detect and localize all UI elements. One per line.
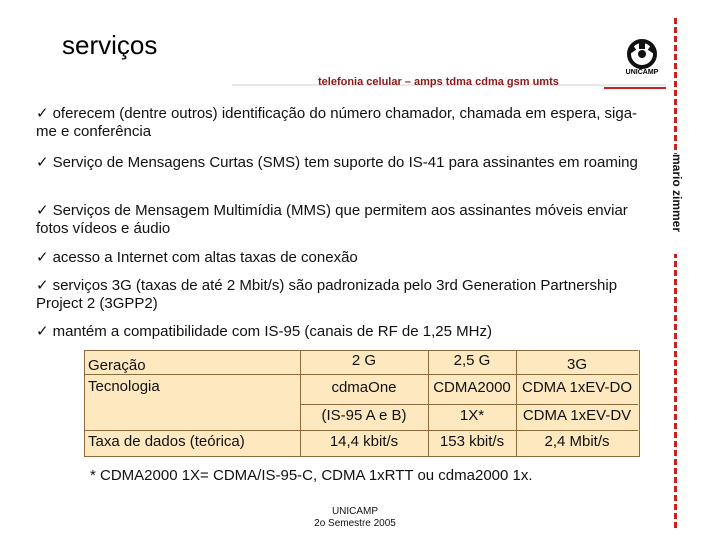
- cell-technology: CDMA 1xEV-DO: [521, 379, 633, 396]
- slide-footer: [280, 506, 430, 530]
- bullet-item: [36, 277, 646, 313]
- cell-technology: CDMA2000: [433, 379, 511, 396]
- footer-semester: 2o Semestre 2005: [314, 518, 396, 529]
- table-top-border: [84, 350, 638, 351]
- footer-institution: UNICAMP: [331, 506, 379, 517]
- bullet-item: [36, 154, 646, 172]
- cell-detail: 1X*: [459, 407, 485, 424]
- row-label-data-rate: Taxa de dados (teórica): [88, 433, 245, 450]
- slide-subtitle: telefonia celular – amps tdma cdma gsm umts: [318, 76, 559, 88]
- dashed-divider: [674, 18, 677, 528]
- check-icon: ✓: [36, 277, 49, 294]
- cell-generation: 2 G: [351, 352, 377, 369]
- cell-generation: 3G: [566, 356, 587, 373]
- slide-title: serviços: [62, 30, 158, 60]
- bullet-text: serviços 3G (taxas de até 2 Mbit/s) são padronizada pelo 3rd Generation Partnership Project 2 (3GPP2): [36, 277, 618, 312]
- row-label-generation: Geração: [88, 357, 146, 374]
- table-footnote: * CDMA2000 1X= CDMA/IS-95-C, CDMA 1xRTT ou cdma2000 1x.: [90, 467, 533, 484]
- check-icon: ✓: [36, 105, 49, 122]
- table-row-divider: [84, 374, 638, 375]
- bullet-item: [36, 105, 646, 141]
- logo-text: UNICAMP: [625, 69, 659, 76]
- cell-technology: cdmaOne: [331, 379, 397, 396]
- cell-rate: 2,4 Mbit/s: [544, 433, 610, 450]
- check-icon: ✓: [36, 202, 49, 219]
- cell-rate: 14,4 kbit/s: [329, 433, 399, 450]
- table-row-divider: [84, 430, 638, 431]
- cell-rate: 153 kbit/s: [439, 433, 505, 450]
- bullet-text: acesso a Internet com altas taxas de conexão: [52, 249, 358, 266]
- check-icon: ✓: [36, 154, 49, 171]
- subtitle-red-rule: [604, 87, 666, 89]
- check-icon: ✓: [36, 323, 49, 340]
- table-row-divider: [300, 404, 638, 405]
- bullet-item: [36, 323, 646, 341]
- bullet-text: oferecem (dentre outros) identificação do número chamador, chamada em espera, siga-me e conferência: [36, 105, 638, 140]
- bullet-text: Serviços de Mensagem Multimídia (MMS) que permitem aos assinantes móveis enviar fotos vídeos e áudio: [36, 202, 628, 237]
- check-icon: ✓: [36, 249, 49, 266]
- bullet-text: Serviço de Mensagens Curtas (SMS) tem suporte do IS-41 para assinantes em roaming: [52, 154, 638, 171]
- bullet-item: [36, 202, 646, 238]
- bullet-item: [36, 249, 646, 267]
- bullet-text: mantém a compatibilidade com IS-95 (canais de RF de 1,25 MHz): [52, 323, 492, 340]
- cell-detail: CDMA 1xEV-DV: [522, 407, 632, 424]
- row-label-technology: Tecnologia: [88, 378, 160, 395]
- cell-generation: 2,5 G: [453, 352, 491, 369]
- cell-detail: (IS-95 A e B): [321, 407, 407, 424]
- vertical-author: mario zimmer: [664, 154, 684, 254]
